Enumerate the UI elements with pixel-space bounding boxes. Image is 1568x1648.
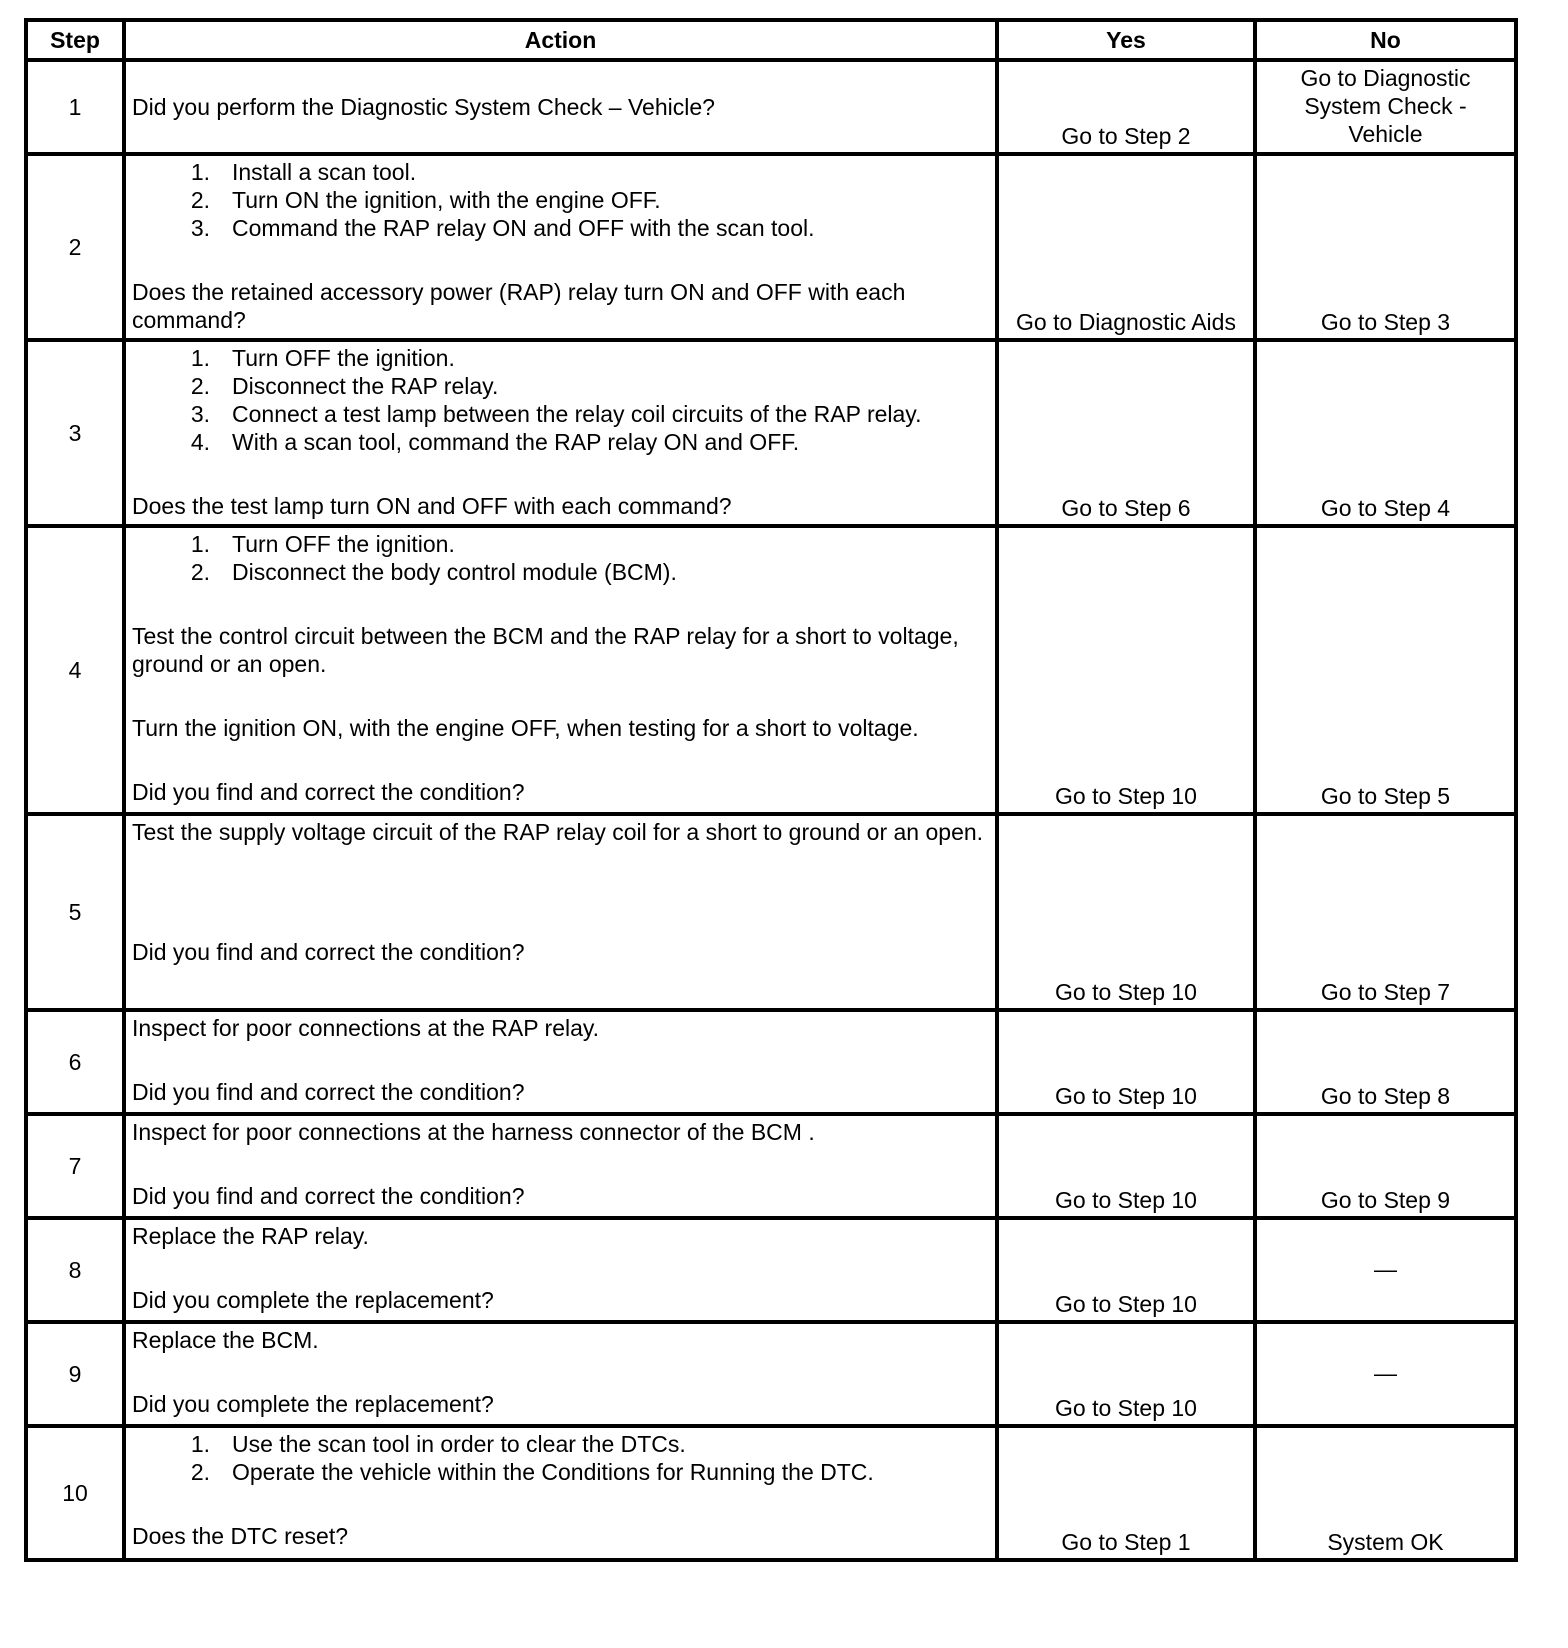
action-question: Did you perform the Diagnostic System Check – Vehicle? bbox=[132, 94, 715, 120]
list-item: 1. Turn OFF the ignition. bbox=[190, 531, 455, 557]
table-row bbox=[26, 814, 1516, 1010]
list-item: 1. Turn OFF the ignition. bbox=[190, 345, 455, 371]
yes-cell: Go to Step 6 bbox=[997, 340, 1255, 526]
yes-cell: Go to Step 2 bbox=[997, 60, 1255, 154]
no-cell: — bbox=[1255, 1322, 1516, 1426]
step-number: 2 bbox=[26, 154, 124, 340]
no-cell: Go to Step 4 bbox=[1255, 340, 1516, 526]
action-cell bbox=[124, 340, 997, 526]
action-cell bbox=[124, 1010, 997, 1114]
action-list bbox=[132, 530, 989, 586]
list-item: 3. Command the RAP relay ON and OFF with the scan tool. bbox=[190, 215, 815, 241]
table-row bbox=[26, 526, 1516, 814]
step-number: 10 bbox=[26, 1426, 124, 1560]
no-cell bbox=[1255, 60, 1516, 154]
step-number: 1 bbox=[26, 60, 124, 154]
action-paragraph: Inspect for poor connections at the harness connector of the BCM . bbox=[132, 1119, 815, 1145]
diagnostic-table bbox=[24, 18, 1518, 1562]
action-paragraph: Test the control circuit between the BCM and the RAP relay for a short to voltage, ground or an open. bbox=[132, 623, 959, 677]
no-cell: Go to Step 9 bbox=[1255, 1114, 1516, 1218]
yes-cell: Go to Step 10 bbox=[997, 1114, 1255, 1218]
action-paragraph: Replace the RAP relay. bbox=[132, 1223, 369, 1249]
step-number: 8 bbox=[26, 1218, 124, 1322]
list-item: 2. Disconnect the RAP relay. bbox=[190, 373, 499, 399]
list-item: 2. Disconnect the body control module (BCM). bbox=[190, 559, 677, 585]
action-list bbox=[132, 158, 989, 242]
action-cell bbox=[124, 60, 997, 154]
action-cell bbox=[124, 814, 997, 1010]
table-row bbox=[26, 340, 1516, 526]
step-number: 3 bbox=[26, 340, 124, 526]
no-line: System Check - bbox=[1304, 93, 1467, 119]
list-item: 3. Connect a test lamp between the relay coil circuits of the RAP relay. bbox=[190, 401, 922, 427]
list-item: 1. Use the scan tool in order to clear the DTCs. bbox=[190, 1431, 686, 1457]
no-cell: Go to Step 3 bbox=[1255, 154, 1516, 340]
table-row bbox=[26, 1322, 1516, 1426]
action-cell bbox=[124, 1426, 997, 1560]
action-cell bbox=[124, 1322, 997, 1426]
list-item: 2. Turn ON the ignition, with the engine OFF. bbox=[190, 187, 661, 213]
step-number: 9 bbox=[26, 1322, 124, 1426]
action-question: Does the test lamp turn ON and OFF with each command? bbox=[132, 493, 732, 519]
step-number: 7 bbox=[26, 1114, 124, 1218]
header-row bbox=[26, 20, 1516, 60]
yes-cell: Go to Step 10 bbox=[997, 526, 1255, 814]
action-list bbox=[132, 1430, 989, 1486]
no-line: Go to Diagnostic bbox=[1300, 65, 1471, 91]
action-question: Did you find and correct the condition? bbox=[132, 939, 525, 965]
action-paragraph: Test the supply voltage circuit of the RAP relay coil for a short to ground or an open. bbox=[132, 819, 984, 845]
list-item: 1. Install a scan tool. bbox=[190, 159, 417, 185]
no-cell: Go to Step 7 bbox=[1255, 814, 1516, 1010]
table-row bbox=[26, 60, 1516, 154]
action-question: Does the retained accessory power (RAP) relay turn ON and OFF with each command? bbox=[132, 279, 906, 333]
no-cell: Go to Step 8 bbox=[1255, 1010, 1516, 1114]
action-question: Did you find and correct the condition? bbox=[132, 1079, 525, 1105]
no-cell: System OK bbox=[1255, 1426, 1516, 1560]
action-cell bbox=[124, 1114, 997, 1218]
list-item: 4. With a scan tool, command the RAP relay ON and OFF. bbox=[190, 429, 800, 455]
table-row bbox=[26, 1426, 1516, 1560]
no-cell: Go to Step 5 bbox=[1255, 526, 1516, 814]
action-paragraph: Replace the BCM. bbox=[132, 1327, 319, 1353]
action-list bbox=[132, 344, 989, 456]
table-row bbox=[26, 1218, 1516, 1322]
action-cell bbox=[124, 154, 997, 340]
action-question: Did you find and correct the condition? bbox=[132, 1183, 525, 1209]
step-number: 5 bbox=[26, 814, 124, 1010]
header-step: Step bbox=[26, 20, 124, 60]
action-paragraph: Inspect for poor connections at the RAP relay. bbox=[132, 1015, 600, 1041]
yes-cell: Go to Step 10 bbox=[997, 1322, 1255, 1426]
action-paragraph: Turn the ignition ON, with the engine OFF, when testing for a short to voltage. bbox=[132, 715, 919, 741]
list-item: 2. Operate the vehicle within the Conditions for Running the DTC. bbox=[190, 1459, 874, 1485]
yes-cell: Go to Step 10 bbox=[997, 1218, 1255, 1322]
no-cell: — bbox=[1255, 1218, 1516, 1322]
action-cell bbox=[124, 1218, 997, 1322]
yes-cell: Go to Step 10 bbox=[997, 1010, 1255, 1114]
action-cell bbox=[124, 526, 997, 814]
header-yes: Yes bbox=[997, 20, 1255, 60]
no-line: Vehicle bbox=[1348, 121, 1423, 147]
step-number: 4 bbox=[26, 526, 124, 814]
action-question: Did you complete the replacement? bbox=[132, 1391, 494, 1417]
action-question: Did you find and correct the condition? bbox=[132, 779, 525, 805]
action-question: Does the DTC reset? bbox=[132, 1523, 349, 1549]
header-action: Action bbox=[124, 20, 997, 60]
action-question: Did you complete the replacement? bbox=[132, 1287, 494, 1313]
step-number: 6 bbox=[26, 1010, 124, 1114]
yes-cell: Go to Step 1 bbox=[997, 1426, 1255, 1560]
yes-cell: Go to Diagnostic Aids bbox=[997, 154, 1255, 340]
table-row bbox=[26, 1114, 1516, 1218]
header-no: No bbox=[1255, 20, 1516, 60]
table-row bbox=[26, 154, 1516, 340]
table-row bbox=[26, 1010, 1516, 1114]
yes-cell: Go to Step 10 bbox=[997, 814, 1255, 1010]
